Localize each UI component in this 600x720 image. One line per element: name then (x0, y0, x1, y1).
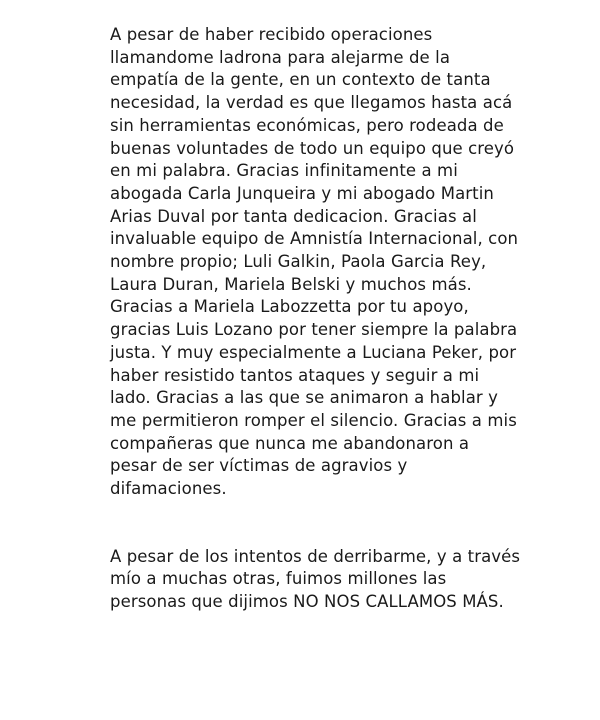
text-line: A pesar de haber recibido operaciones (110, 25, 433, 44)
text-line: mío a muchas otras, fuimos millones las (110, 569, 447, 589)
text-line: invaluable equipo de Amnistía Internacional, con (110, 229, 519, 249)
text-line: buenas voluntades de todo un equipo que creyó (110, 138, 515, 158)
paragraph-2 (110, 546, 521, 614)
paragraph-spacer (110, 501, 510, 546)
text-line: necesidad, la verdad es que llegamos hasta acá (110, 93, 513, 113)
text-line: compañeras que nunca me abandonaron a (110, 433, 470, 453)
text-line: sin herramientas económicas, pero rodeada de (110, 115, 504, 135)
text-line: empatía de la gente, en un contexto de tanta (110, 70, 491, 90)
paragraph-1 (110, 24, 519, 501)
text-line: A pesar de los intentos de derribarme, y a través (110, 546, 521, 566)
text-line: llamandome ladrona para alejarme de la (110, 47, 451, 67)
text-line: gracias Luis Lozano por tener siempre la palabra (110, 320, 518, 340)
text-line: abogada Carla Junqueira y mi abogado Martin (110, 183, 494, 203)
text-line: en mi palabra. Gracias infinitamente a mi (110, 161, 458, 181)
text-line: Laura Duran, Mariela Belski y muchos más. (110, 274, 472, 294)
text-line: Gracias a Mariela Labozzetta por tu apoyo, (110, 297, 469, 317)
text-line: haber resistido tantos ataques y seguir a mi (110, 365, 480, 385)
text-line: personas que dijimos NO NOS CALLAMOS MÁS. (110, 592, 504, 612)
text-line: lado. Gracias a las que se animaron a hablar y (110, 388, 499, 408)
statement-document (110, 24, 521, 614)
text-line: nombre propio; Luli Galkin, Paola Garcia Rey, (110, 252, 487, 272)
text-line: me permitieron romper el silencio. Gracias a mis (110, 410, 517, 430)
text-line: pesar de ser víctimas de agravios y (110, 456, 408, 476)
text-line: Arias Duval por tanta dedicacion. Gracias al (110, 206, 477, 226)
text-line: difamaciones. (110, 479, 227, 499)
text-line: justa. Y muy especialmente a Luciana Peker, por (110, 342, 517, 362)
